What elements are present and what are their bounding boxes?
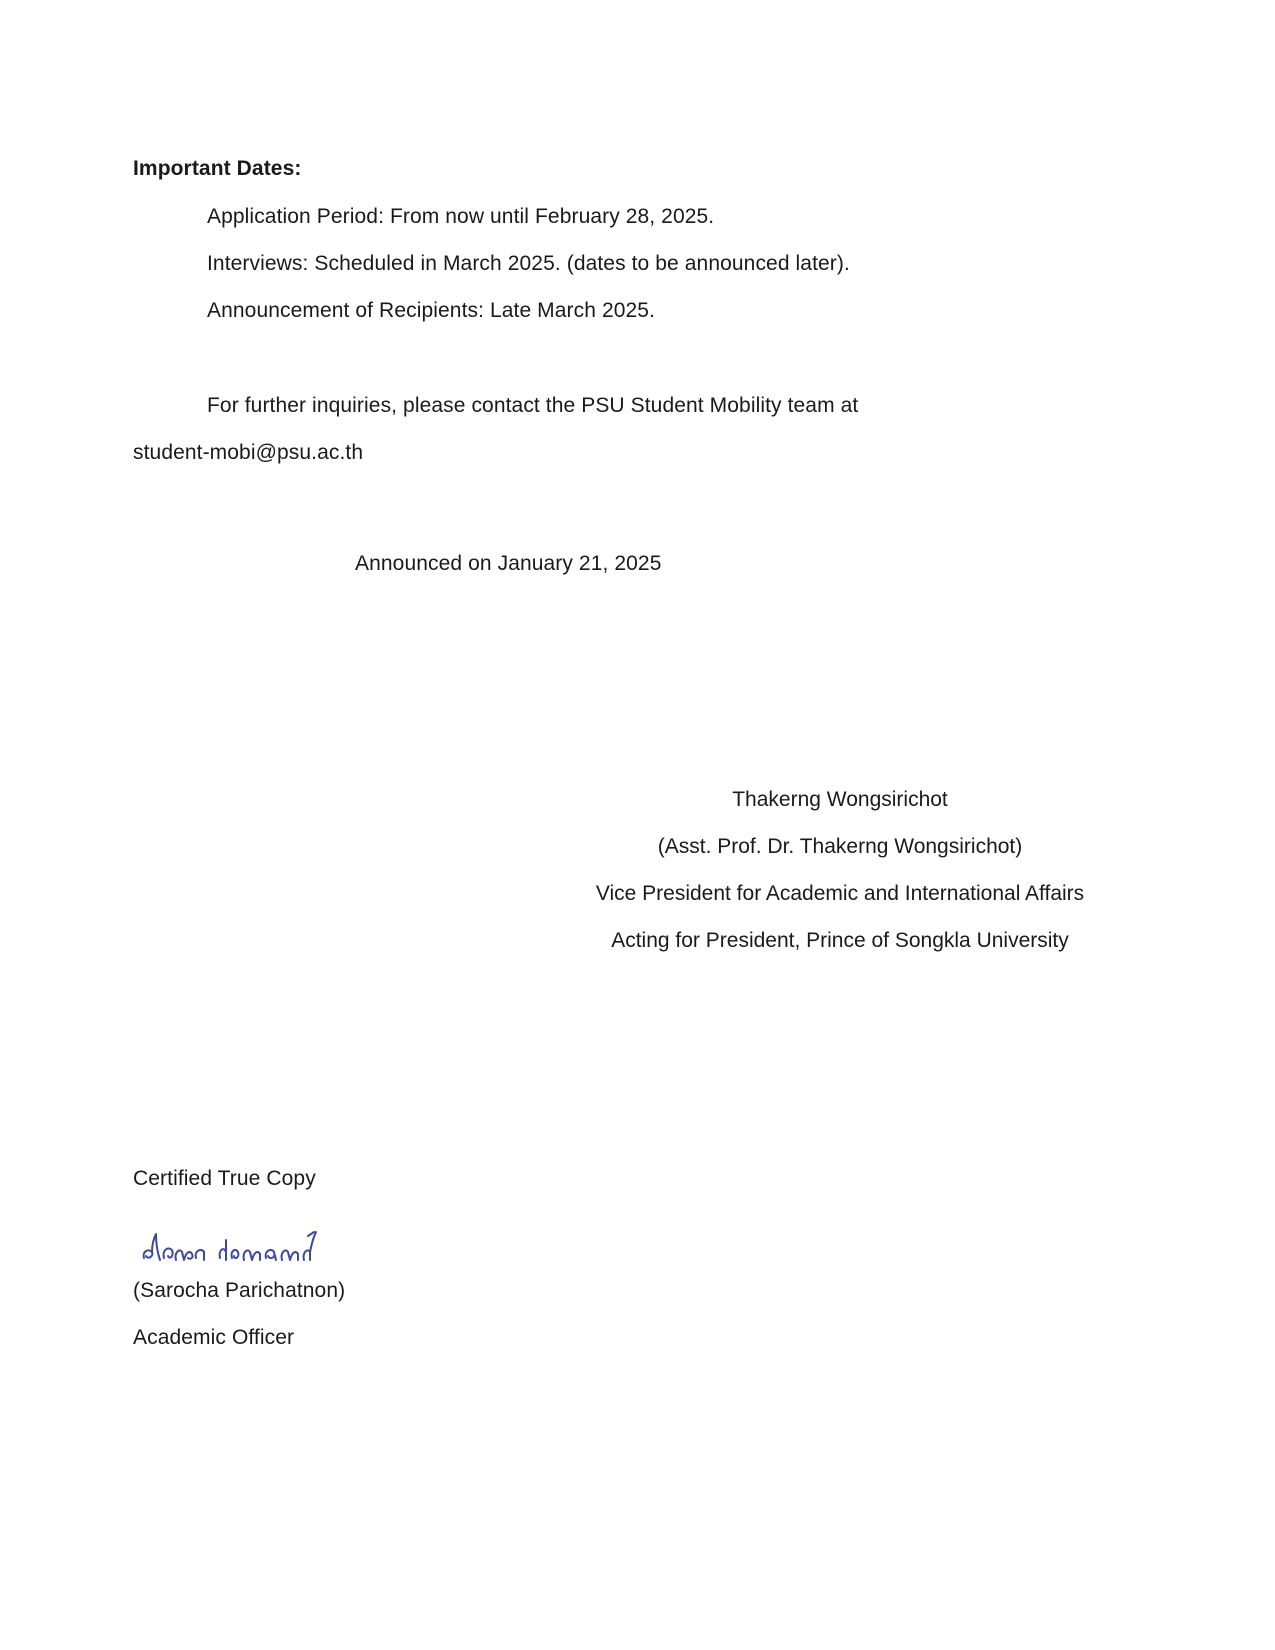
announced-date: Announced on January 21, 2025 bbox=[355, 552, 662, 575]
date-item-interviews: Interviews: Scheduled in March 2025. (dates to be announced later). bbox=[207, 252, 850, 275]
signatory-full-title: (Asst. Prof. Dr. Thakerng Wongsirichot) bbox=[657, 835, 1023, 858]
certified-name: (Sarocha Parichatnon) bbox=[133, 1279, 346, 1302]
inquiries-email: student-mobi@psu.ac.th bbox=[133, 441, 364, 464]
important-dates-heading: Important Dates: bbox=[133, 157, 302, 180]
date-item-announcement: Announcement of Recipients: Late March 2025. bbox=[207, 299, 656, 322]
handwritten-signature bbox=[138, 1222, 328, 1270]
certified-position: Academic Officer bbox=[133, 1326, 295, 1349]
date-item-application-period: Application Period: From now until February 28, 2025. bbox=[207, 205, 715, 228]
signatory-position: Vice President for Academic and International Affairs bbox=[595, 882, 1085, 905]
inquiries-text: For further inquiries, please contact the PSU Student Mobility team at bbox=[207, 394, 859, 417]
signatory-name: Thakerng Wongsirichot bbox=[732, 788, 948, 811]
certified-label: Certified True Copy bbox=[133, 1167, 316, 1190]
signatory-acting: Acting for President, Prince of Songkla University bbox=[611, 929, 1069, 952]
